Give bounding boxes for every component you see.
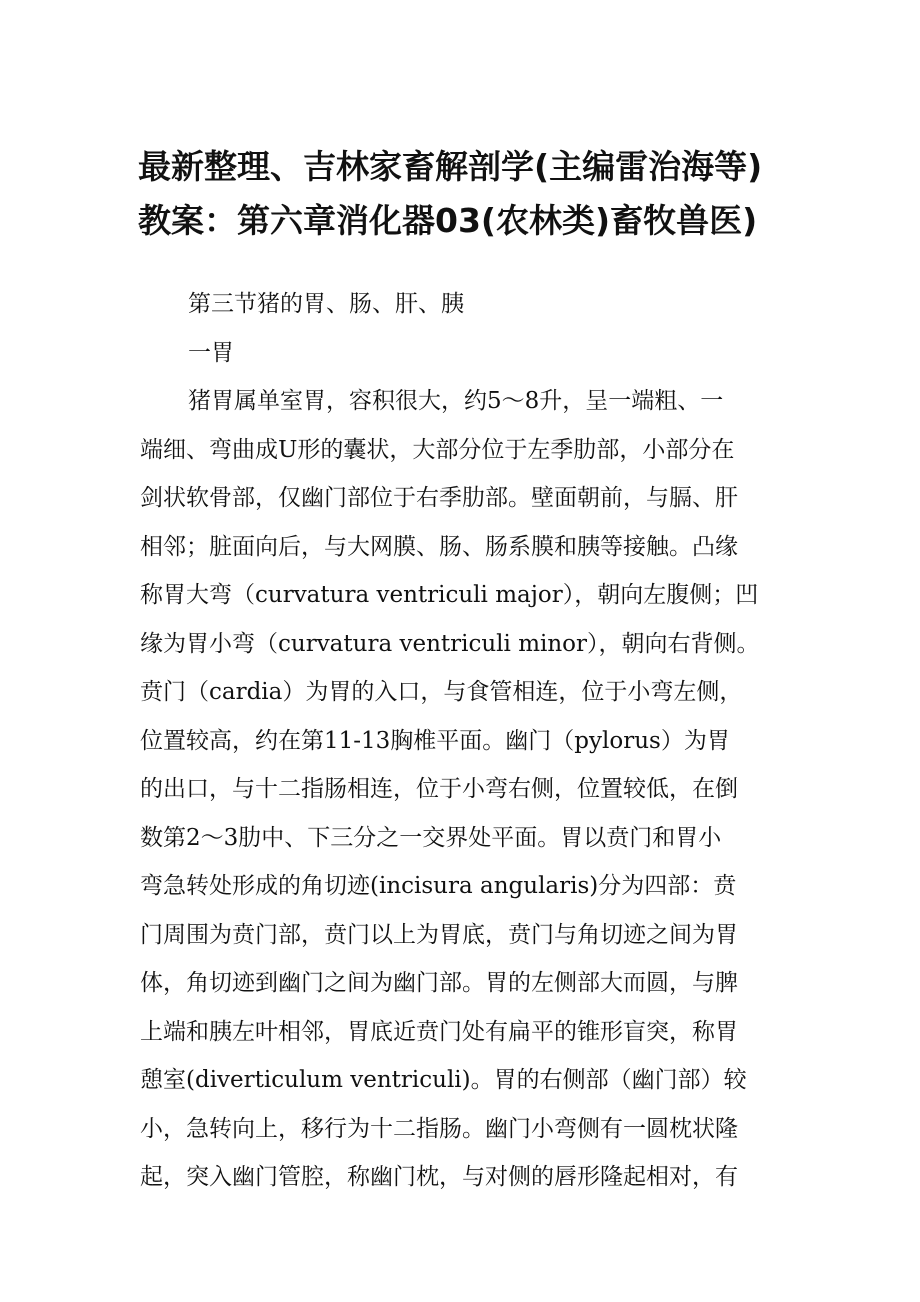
paragraph-line: 憩室(diverticulum ventriculi)。胃的右侧部（幽门部）较 xyxy=(140,1067,747,1093)
document-title xyxy=(138,140,818,248)
document-body xyxy=(140,280,790,1202)
paragraph-line: 弯急转处形成的角切迹(incisura angularis)分为四部：贲 xyxy=(140,873,737,899)
paragraph-line: 猪胃属单室胃，容积很大，约5～8升，呈一端粗、一 xyxy=(188,388,724,414)
paragraph-line: 剑状软骨部，仅幽门部位于右季肋部。壁面朝前，与膈、肝 xyxy=(140,485,738,511)
paragraph-line: 数第2～3肋中、下三分之一交界处平面。胃以贲门和胃小 xyxy=(140,824,722,851)
title-line-1: 最新整理、吉林家畜解剖学(主编雷治海等) xyxy=(138,147,763,186)
subsection-heading: 一胃 xyxy=(188,339,234,366)
paragraph-line: 称胃大弯（curvatura ventriculi major），朝向左腹侧；凹 xyxy=(140,582,759,608)
paragraph-line: 贲门（cardia）为胃的入口，与食管相连，位于小弯左侧， xyxy=(140,679,743,705)
paragraph-line: 小，急转向上，移行为十二指肠。幽门小弯侧有一圆枕状隆 xyxy=(140,1115,738,1142)
paragraph-line: 端细、弯曲成U形的囊状，大部分位于左季肋部，小部分在 xyxy=(140,436,735,463)
section-heading: 第三节猪的胃、肠、肝、胰 xyxy=(188,291,464,317)
paragraph-line: 门周围为贲门部，贲门以上为胃底，贲门与角切迹之间为胃 xyxy=(140,921,738,948)
paragraph-line: 的出口，与十二指肠相连，位于小弯右侧，位置较低，在倒 xyxy=(140,776,738,802)
paragraph-line: 相邻；脏面向后，与大网膜、肠、肠系膜和胰等接触。凸缘 xyxy=(140,533,738,560)
paragraph-line: 缘为胃小弯（curvatura ventriculi minor），朝向右背侧。 xyxy=(140,630,760,657)
paragraph-line: 起，突入幽门管腔，称幽门枕，与对侧的唇形隆起相对，有 xyxy=(140,1164,738,1190)
paragraph-line: 上端和胰左叶相邻，胃底近贲门处有扁平的锥形盲突，称胃 xyxy=(140,1018,738,1045)
paragraph-line: 位置较高，约在第11-13胸椎平面。幽门（pylorus）为胃 xyxy=(140,727,730,754)
paragraph-line: 体，角切迹到幽门之间为幽门部。胃的左侧部大而圆，与脾 xyxy=(140,970,738,996)
paragraph-stomach xyxy=(140,377,790,1202)
title-line-2: 教案：第六章消化器03(农林类)畜牧兽医) xyxy=(138,201,758,240)
